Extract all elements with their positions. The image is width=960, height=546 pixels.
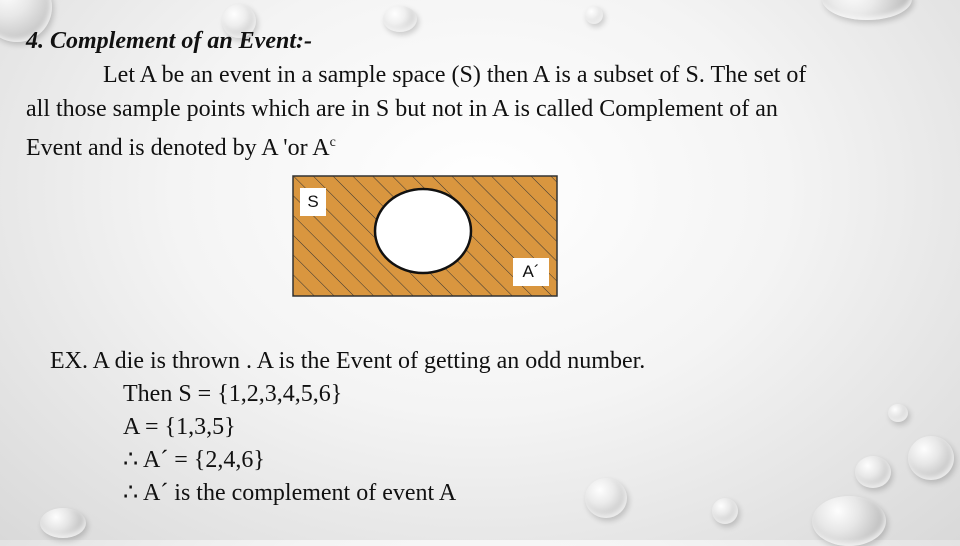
- water-drop-decoration: [812, 496, 886, 546]
- water-drop-decoration: [888, 404, 908, 422]
- example-line-2: Then S = {1,2,3,4,5,6}: [123, 381, 343, 407]
- example-line-3: A = {1,3,5}: [123, 414, 236, 440]
- definition-block: [26, 24, 941, 165]
- slide-heading: 4. Complement of an Event:-: [26, 28, 312, 54]
- water-drop-decoration: [855, 456, 891, 488]
- water-drop-decoration: [585, 6, 603, 24]
- definition-line-2: all those sample points which are in S but not in A is called Complement of an: [26, 96, 778, 122]
- complement-superscript: c: [329, 135, 336, 150]
- definition-line-3: Event and is denoted by A 'or A: [26, 135, 330, 161]
- example-line-4: ∴ A´ = {2,4,6}: [123, 447, 265, 473]
- definition-text: [26, 58, 941, 165]
- event-a-circle: [375, 189, 471, 273]
- water-drop-decoration: [822, 0, 912, 20]
- example-block: [50, 345, 645, 510]
- complement-label: A´: [513, 258, 549, 286]
- water-drop-decoration: [908, 436, 954, 480]
- sample-space-label: S: [300, 188, 326, 216]
- water-drop-decoration: [40, 508, 86, 538]
- example-line-1: EX. A die is thrown . A is the Event of getting an odd number.: [50, 348, 646, 374]
- example-line-5: ∴ A´ is the complement of event A: [123, 480, 457, 506]
- definition-line-1: Let A be an event in a sample space (S) then A is a subset of S. The set of: [103, 62, 807, 88]
- water-drop-decoration: [712, 498, 738, 524]
